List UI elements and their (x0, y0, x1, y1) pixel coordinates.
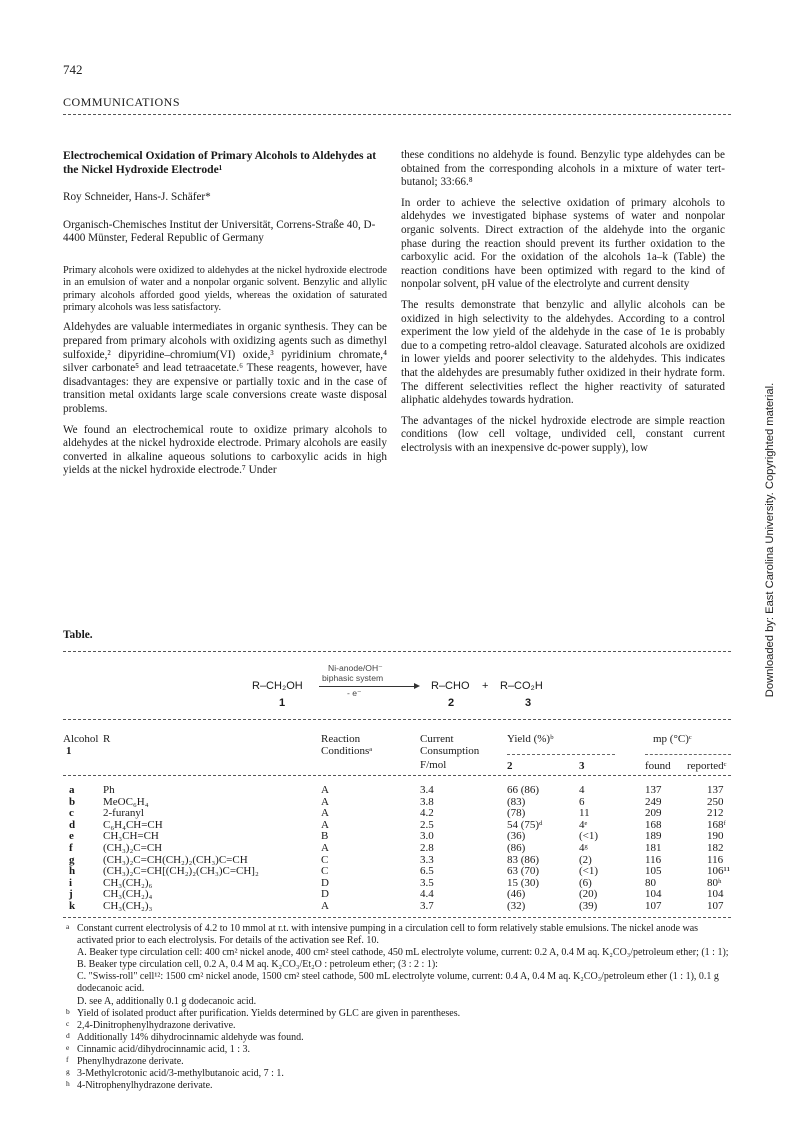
reaction-arrow-head (414, 683, 420, 689)
cell-conditions: C (321, 853, 329, 866)
header-yield-3: 3 (579, 760, 585, 772)
scheme-rule (63, 719, 731, 720)
footnote-text: 3-Methylcrotonic acid/3-methylbutanoic acid, 7 : 1. (77, 1068, 284, 1080)
header-yield-2: 2 (507, 760, 513, 772)
footnote-a (63, 923, 731, 947)
header-fmol: F/mol (420, 759, 447, 771)
cell-yield-2: 83 (86) (507, 853, 540, 866)
footnote-text: Phenylhydrazone derivate. (77, 1056, 184, 1068)
footnote-text: Yield of isolated product after purification. Yields determined by GLC are given in parentheses. (77, 1007, 461, 1019)
table-row (63, 797, 731, 809)
cell-r: (CH₃)₂C=CH(CH₂)₂(CH₃)C=CH (103, 853, 248, 866)
footnote-condition-c: C. "Swiss-roll" cell¹²: 1500 cm² nickel anode, 1500 cm² steel cathode, 500 mL electrolyte volume, current: 0.4 A, 0.4 M aq. K₂CO₃/petroleum ether (1 : 1), 0.1 g dodecanoic acid. (77, 971, 719, 995)
cell-yield-3: 11 (579, 807, 590, 820)
table-label: Table. (63, 629, 93, 641)
footnote-condition-a: A. Beaker type circulation cell: 400 cm² nickel anode, 400 cm² steel cathode, 450 mL electrolyte volume, current: 0.2 A, 0.4 M aq. K₂CO₃/petroleum ether; (1 : 1); (77, 947, 729, 959)
scheme-condition-3: - e⁻ (347, 688, 362, 698)
right-column (401, 149, 725, 462)
cell-r: CH₃(CH₂)₆ (103, 876, 153, 889)
footnote-h (63, 1080, 731, 1092)
cell-yield-3: 4ᵉ (579, 818, 588, 831)
cell-alcohol: h (69, 865, 76, 878)
body-paragraph: Aldehydes are valuable intermediates in organic synthesis. They can be prepared from primary alcohols with oxidizing agents such as dimethyl sulfoxide,² dipyridine–chromium(VI) oxide,³ pyridinium chromate,⁴ silver carbonate⁵ and lead tetraacetate.⁶ These reagents, however, have disadvantages: they are expensive or partially toxic and in the case of transition metal oxidants large scale conversions create waste disposal problems. (63, 321, 387, 415)
footnote-c (63, 1020, 731, 1032)
table-footnotes (63, 923, 731, 1092)
cell-yield-3: (39) (579, 899, 598, 912)
cell-conditions: D (321, 876, 329, 889)
cell-mp-reported: 107 (707, 899, 724, 912)
footnote-mark: e (66, 1042, 70, 1052)
table-row (63, 889, 731, 901)
cell-current: 3.4 (420, 784, 434, 796)
footnote-b (63, 1008, 731, 1020)
body-paragraph: The results demonstrate that benzylic and allylic alcohols can be oxidized in high selectivity to the aldehydes. According to a control experiment the low yield of the aldehyde in the case of 1e is probably due to a competing retro-aldol cleavage. Saturated alcohols are oxidized in lower yields and poorer selectivity to the aldehydes. This indicates that the aldehydes are presumably futher oxidized in their hydrate form. The different selectivities reflect the higher reactivity of saturated aliphatic aldehydes towards hydration. (401, 298, 725, 407)
cell-r: CH₃(CH₂)₃ (103, 899, 153, 912)
header-found: found (645, 760, 671, 772)
cell-mp-reported: 80ʰ (707, 876, 722, 889)
footnote-text: Cinnamic acid/dihydrocinnamic acid, 1 : 3. (77, 1043, 251, 1055)
cell-mp-found: 168 (645, 818, 662, 831)
cell-mp-reported: 250 (707, 795, 724, 808)
scheme-condition-2: biphasic system (322, 673, 384, 683)
page-number: 742 (63, 62, 83, 77)
table-row (63, 843, 731, 855)
cell-yield-2: (36) (507, 830, 526, 843)
header-conditions: Conditionsᵃ (321, 745, 373, 757)
cell-mp-found: 137 (645, 784, 662, 796)
cell-mp-reported: 104 (707, 888, 724, 901)
scheme-product-aldehyde-number: 2 (448, 697, 455, 709)
cell-conditions: A (321, 899, 329, 912)
cell-current: 3.0 (420, 830, 434, 843)
cell-r: C₆H₄CH=CH (103, 818, 163, 831)
cell-mp-found: 209 (645, 807, 662, 820)
footnote-text: 4-Nitrophenylhydrazone derivate. (77, 1080, 213, 1092)
cell-yield-2: (78) (507, 807, 526, 820)
cell-yield-3: 4ᵍ (579, 841, 588, 854)
header-r: R (103, 733, 111, 745)
cell-alcohol: b (69, 795, 76, 808)
cell-current: 3.5 (420, 876, 434, 889)
header-mp-sub-rule (645, 754, 731, 755)
cell-mp-reported: 106¹¹ (707, 865, 731, 878)
cell-conditions: A (321, 807, 329, 820)
article-title: Electrochemical Oxidation of Primary Alcohols to Aldehydes at the Nickel Hydroxide Electrode¹ (63, 149, 377, 176)
header-alcohol-number: 1 (66, 745, 72, 757)
cell-yield-3: (20) (579, 888, 598, 901)
scheme-condition-1: Ni-anode/OH⁻ (328, 663, 383, 673)
cell-yield-3: 6 (579, 795, 585, 808)
footnote-mark: a (66, 922, 70, 931)
table-body (63, 785, 731, 913)
article-authors: Roy Schneider, Hans-J. Schäfer* (63, 191, 211, 203)
cell-current: 3.7 (420, 899, 434, 912)
cell-r: CH₃(CH₂)₄ (103, 888, 153, 901)
cell-yield-3: (2) (579, 853, 592, 866)
cell-yield-2: (46) (507, 888, 526, 901)
header-mp: mp (°C)ᶜ (653, 733, 692, 745)
cell-r: Ph (103, 784, 115, 796)
table-row (63, 878, 731, 890)
cell-conditions: A (321, 784, 329, 796)
body-paragraph: In order to achieve the selective oxidation of primary alcohols to aldehydes we investigated biphase systems of water and nonpolar organic solvents. Direct extraction of the aldehyde into the organic phase during the reaction should prevent its further oxidation to the carboxylic acid. For the oxidation of the alcohols 1a–k (Table) the reaction conditions have been optimized with regard to the kind of nonpolar solvent, pH value of the electrolyte and current density (401, 196, 725, 291)
scheme-product-aldehyde: R–CHO (431, 680, 470, 692)
body-paragraph: The advantages of the nickel hydroxide electrode are simple reaction conditions (low cell voltage, undivided cell, constant current electrolysis with an inexpensive dc-power supply), low (401, 414, 725, 454)
footnote-condition-d: D. see A, additionally 0.1 g dodecanoic acid. (77, 995, 257, 1007)
cell-yield-2: 54 (75)ᵈ (507, 818, 543, 831)
footnote-mark: g (66, 1067, 70, 1077)
cell-alcohol: j (69, 888, 73, 901)
cell-mp-found: 105 (645, 865, 662, 878)
download-watermark: Downloaded by: East Carolina University. Copyrighted material. (764, 382, 776, 698)
cell-current: 3.8 (420, 795, 434, 808)
article-abstract: Primary alcohols were oxidized to aldehydes at the nickel hydroxide electrode in an emulsion of water and a nonpolar organic solvent. Benzylic and allylic primary alcohols afforded good yields, whereas the oxidation of saturated primary alcohols was less satisfactory. (63, 264, 387, 313)
cell-mp-found: 107 (645, 899, 662, 912)
cell-current: 6.5 (420, 865, 434, 878)
cell-alcohol: k (69, 899, 76, 912)
cell-current: 4.4 (420, 888, 434, 901)
cell-r: (CH₃)₂C=CH[(CH₂)₂(CH₃)C=CH]₂ (103, 865, 259, 878)
cell-r: MeOC₆H₄ (103, 795, 149, 808)
cell-mp-reported: 212 (707, 807, 724, 820)
scheme-product-acid: R–CO₂H (500, 680, 543, 692)
table-row (63, 808, 731, 820)
header-reported: reportedᶜ (687, 760, 727, 772)
cell-alcohol: d (69, 818, 76, 831)
cell-current: 2.8 (420, 841, 434, 854)
cell-yield-2: 63 (70) (507, 865, 540, 878)
cell-r: (CH₃)₂C=CH (103, 841, 163, 854)
footnote-g (63, 1068, 731, 1080)
article-affiliation: Organisch-Chemisches Institut der Universität, Correns-Straße 40, D-4400 Münster, Federal Republic of Germany (63, 218, 376, 245)
cell-alcohol: a (69, 784, 75, 796)
footnote-e (63, 1044, 731, 1056)
table-row (63, 831, 731, 843)
cell-yield-2: 15 (30) (507, 876, 540, 889)
body-paragraph: these conditions no aldehyde is found. Benzylic type aldehydes can be obtained from the corresponding alcohols in a mixture of water tert-butanol; 33:66.⁸ (401, 149, 725, 189)
cell-mp-reported: 137 (707, 784, 724, 796)
cell-yield-2: 66 (86) (507, 784, 540, 796)
cell-yield-3: (<1) (579, 865, 599, 878)
cell-alcohol: i (69, 876, 73, 889)
cell-yield-3: (6) (579, 876, 592, 889)
cell-mp-found: 249 (645, 795, 662, 808)
table-row (63, 820, 731, 832)
cell-conditions: A (321, 818, 329, 831)
table-row (63, 901, 731, 913)
cell-mp-found: 181 (645, 841, 662, 854)
cell-current: 2.5 (420, 818, 434, 831)
cell-alcohol: g (69, 853, 75, 866)
scheme-reactant: R–CH₂OH (252, 680, 303, 692)
cell-mp-found: 80 (645, 876, 656, 889)
cell-mp-found: 189 (645, 830, 662, 843)
table-header-rule (63, 775, 731, 776)
cell-mp-reported: 168ᶠ (707, 818, 726, 831)
cell-mp-found: 116 (645, 853, 662, 866)
cell-mp-reported: 190 (707, 830, 724, 843)
section-heading: COMMUNICATIONS (63, 95, 181, 109)
cell-conditions: A (321, 841, 329, 854)
cell-yield-2: (83) (507, 795, 526, 808)
header-yield-sub-rule (507, 754, 615, 755)
footnote-d (63, 1032, 731, 1044)
table-row (63, 866, 731, 878)
footnote-text: 2,4-Dinitrophenylhydrazone derivative. (77, 1019, 236, 1031)
footnote-f (63, 1056, 731, 1068)
reaction-arrow (319, 686, 417, 687)
header-reaction: Reaction (321, 733, 361, 745)
header-rule (63, 114, 731, 115)
footnote-condition-b: B. Beaker type circulation cell, 0.2 A, 0.4 M aq. K₂CO₃/Et₂O : petroleum ether; (3 : 2 : 1): (77, 959, 438, 971)
header-alcohol: Alcohol (63, 733, 99, 745)
cell-alcohol: c (69, 807, 74, 820)
table-top-rule (63, 651, 731, 652)
footnote-mark: f (66, 1055, 69, 1065)
header-yield: Yield (%)ᵇ (507, 733, 554, 745)
cell-mp-reported: 116 (707, 853, 724, 866)
cell-yield-2: (86) (507, 841, 526, 854)
cell-current: 3.3 (420, 853, 434, 866)
cell-conditions: B (321, 830, 329, 843)
cell-conditions: C (321, 865, 329, 878)
cell-yield-2: (32) (507, 899, 526, 912)
left-column (63, 149, 387, 485)
cell-mp-found: 104 (645, 888, 662, 901)
cell-alcohol: e (69, 830, 74, 843)
table-row (63, 785, 731, 797)
footnote-text: Additionally 14% dihydrocinnamic aldehyde was found. (77, 1031, 304, 1043)
scheme-reactant-number: 1 (279, 697, 286, 709)
cell-alcohol: f (69, 841, 73, 854)
cell-r: 2-furanyl (103, 807, 144, 820)
footnote-mark: h (66, 1079, 70, 1089)
cell-r: CH₃CH=CH (103, 830, 159, 843)
footnote-mark: b (66, 1006, 70, 1016)
scheme-product-acid-number: 3 (525, 697, 532, 709)
cell-conditions: A (321, 795, 329, 808)
cell-conditions: D (321, 888, 329, 901)
cell-yield-3: 4 (579, 784, 585, 796)
header-consumption: Consumption (420, 745, 480, 757)
cell-yield-3: (<1) (579, 830, 599, 843)
footnote-text: Constant current electrolysis of 4.2 to 10 mmol at r.t. with intensive pumping in a circulation cell to form relatively stable emulsions. The nickel anode was activated prior to each electrolysis. For details of the activation see Ref. 10. (77, 923, 699, 947)
body-paragraph: We found an electrochemical route to oxidize primary alcohols to aldehydes at the nickel hydroxide electrode. Primary alcohols are easily converted in alkaline aqueous solutions to carboxylic acids in high yields at the nickel hydroxide electrode.⁷ Under (63, 423, 387, 477)
footnote-mark: d (66, 1030, 70, 1040)
header-current: Current (420, 733, 454, 745)
scheme-plus: + (482, 680, 489, 692)
footnote-mark: c (66, 1018, 70, 1028)
table-bottom-rule (63, 917, 731, 918)
cell-current: 4.2 (420, 807, 434, 820)
cell-mp-reported: 182 (707, 841, 724, 854)
